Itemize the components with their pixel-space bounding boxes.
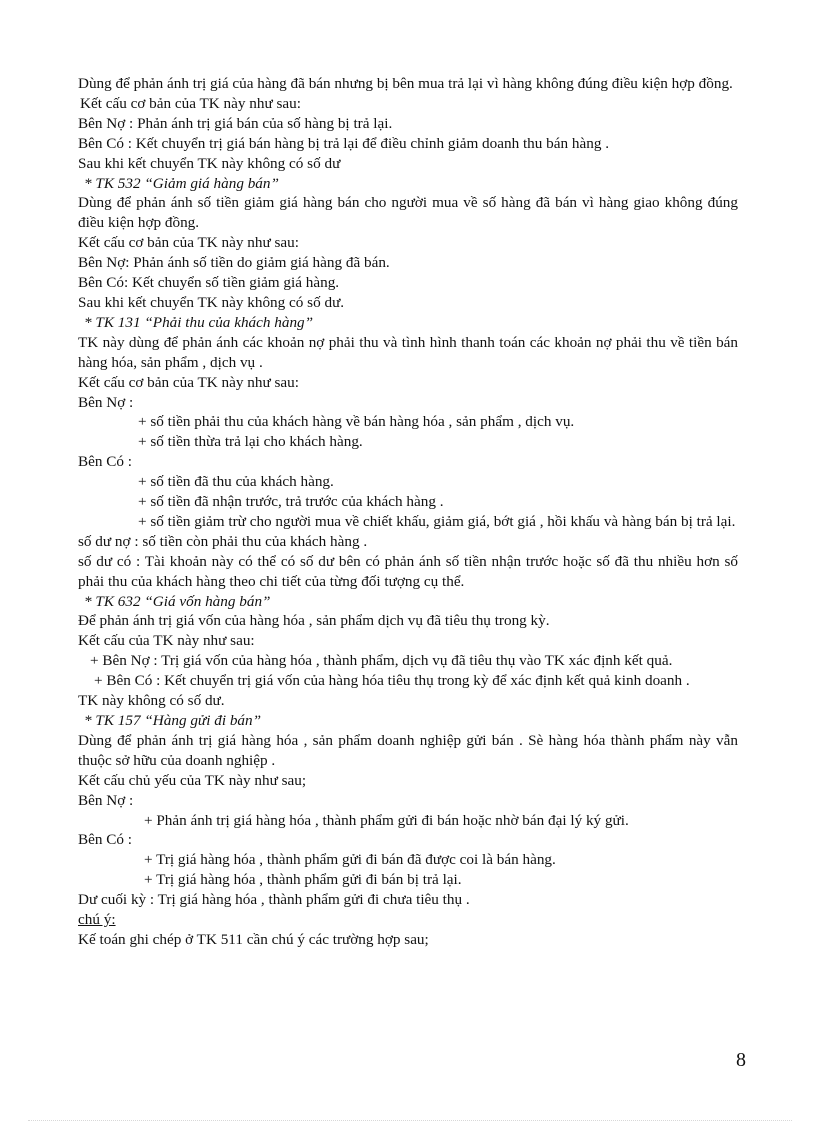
heading-tk632: * TK 632 “Giá vốn hàng bán” [84,592,271,610]
heading-tk131: * TK 131 “Phải thu của khách hàng” [84,313,314,331]
structure-intro: Kết cấu cơ bản của TK này như sau: [78,234,299,252]
paragraph-tk531-description: Dùng để phản ánh trị giá của hàng đã bán nhưng bị bên mua trả lại vì hàng không đúng điều kiện hợp đồng. [78,75,733,92]
debit-side-line: + Bên Nợ : Trị giá vốn của hàng hóa , thành phẩm, dịch vụ đã tiêu thụ vào TK xác định kết quả. [90,652,673,670]
note-text: Kế toán ghi chép ở TK 511 cần chú ý các trường hợp sau; [78,930,429,948]
balance-note: Sau khi kết chuyển TK này không có số dư [78,154,341,172]
page-bottom-divider [28,1120,792,1121]
paragraph-tk157-description: Dùng để phản ánh trị giá hàng hóa , sản phẩm doanh nghiệp gửi bán . Sè hàng hóa thành phẩm này vẫn thuộc sở hữu của doanh nghiệp . [78,731,738,769]
debit-side-line: Bên Nợ: Phản ánh số tiền do giảm giá hàng đã bán. [78,254,390,272]
credit-side-line: Bên Có: Kết chuyển số tiền giảm giá hàng. [78,274,340,292]
debit-balance-line: số dư nợ : số tiền còn phải thu của khách hàng . [78,532,368,550]
credit-balance-line: số dư có : Tài khoản này có thể có số dư bên có phản ánh số tiền nhận trước hoặc số đã thu nhiều hơn số phải thu của khách hàng theo chi tiết của từng đối tượng cụ thể. [78,552,738,590]
paragraph-tk632-description: Để phản ánh trị giá vốn của hàng hóa , sản phẩm dịch vụ đã tiêu thụ trong kỳ. [78,612,550,630]
credit-side-line: Bên Có : Kết chuyển trị giá bán hàng bị trả lại để điều chỉnh giảm doanh thu bán hàng . [78,134,610,152]
ending-balance-line: Dư cuối kỳ : Trị giá hàng hóa , thành phẩm gửi đi chưa tiêu thụ . [78,891,470,909]
debit-side-label: Bên Nợ : [78,393,134,411]
structure-intro: Kết cấu chủ yếu của TK này như sau; [78,771,307,789]
structure-intro: Kết cấu của TK này như sau: [78,632,255,650]
structure-intro: Kết cấu cơ bản của TK này như sau: [80,94,301,112]
list-item: + số tiền đã nhận trước, trả trước của khách hàng . [138,493,444,511]
list-item: + Trị giá hàng hóa , thành phẩm gửi đi bán bị trả lại. [144,871,462,889]
credit-side-label: Bên Có : [78,831,133,849]
document-body [78,74,738,950]
list-item: + số tiền giảm trừ cho người mua về chiết khấu, giảm giá, bớt giá , hồi khấu và hàng bán bị trả lại. [138,512,736,530]
heading-tk532: * TK 532 “Giảm giá hàng bán” [84,174,279,192]
balance-note: TK này không có số dư. [78,692,225,710]
paragraph-tk532-description: Dùng để phản ánh số tiền giảm giá hàng bán cho người mua về số hàng đã bán vì hàng giao không đúng điều kiện hợp đồng. [78,194,738,232]
credit-side-label: Bên Có : [78,453,133,471]
list-item: + số tiền thừa trả lại cho khách hàng. [138,433,363,451]
heading-tk157: * TK 157 “Hàng gửi đi bán” [84,712,262,729]
paragraph-tk131-description: TK này dùng để phản ánh các khoản nợ phải thu và tình hình thanh toán các khoản nợ phải thu về tiền bán hàng hóa, sản phẩm , dịch vụ . [78,333,738,371]
debit-side-label: Bên Nợ : [78,791,134,809]
list-item: + số tiền đã thu của khách hàng. [138,473,334,491]
structure-intro: Kết cấu cơ bản của TK này như sau: [78,373,299,391]
list-item: + số tiền phải thu của khách hàng về bán hàng hóa , sản phẩm , dịch vụ. [138,413,575,431]
page-number: 8 [736,1049,746,1071]
note-heading: chú ý: [78,911,116,929]
debit-side-line: Bên Nợ : Phản ánh trị giá bán của số hàng bị trả lại. [78,114,393,132]
credit-side-line: + Bên Có : Kết chuyển trị giá vốn của hàng hóa tiêu thụ trong kỳ để xác định kết quả kinh doanh . [94,672,690,690]
list-item: + Trị giá hàng hóa , thành phẩm gửi đi bán đã được coi là bán hàng. [144,851,556,869]
balance-note: Sau khi kết chuyển TK này không có số dư. [78,293,345,311]
list-item: + Phản ánh trị giá hàng hóa , thành phẩm gửi đi bán hoặc nhờ bán đại lý ký gửi. [144,811,629,829]
